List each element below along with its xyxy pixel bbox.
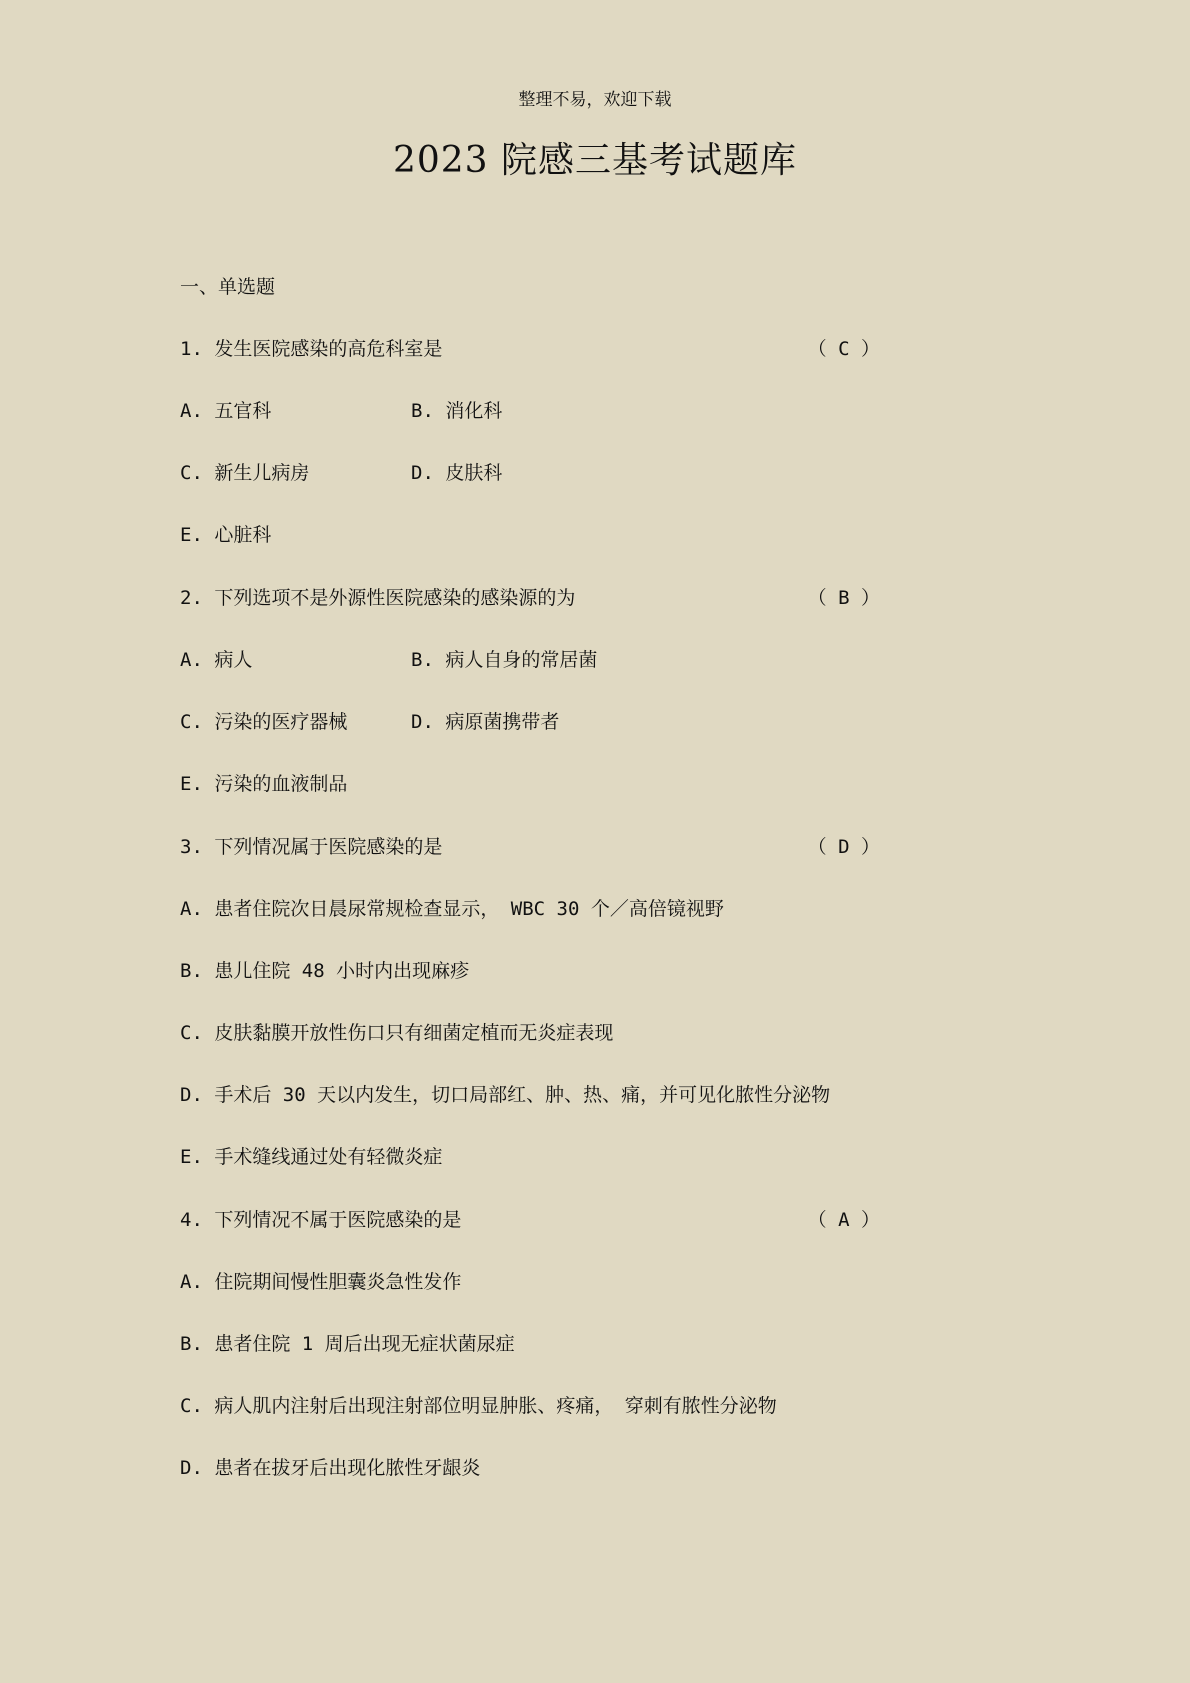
option: B. 患者住院 1 周后出现无症状菌尿症: [180, 1333, 515, 1355]
option: B. 病人自身的常居菌: [411, 649, 598, 671]
question-stem: 1. 发生医院感染的高危科室是: [180, 338, 443, 360]
option: A. 病人: [180, 649, 253, 671]
option: C. 病人肌内注射后出现注射部位明显肿胀、疼痛， 穿刺有脓性分泌物: [180, 1395, 777, 1417]
option: A. 患者住院次日晨尿常规检查显示， WBC 30 个／高倍镜视野: [180, 898, 724, 920]
question-stem: 3. 下列情况属于医院感染的是: [180, 836, 443, 858]
question-stem: 4. 下列情况不属于医院感染的是: [180, 1209, 462, 1231]
question-2: [180, 585, 880, 611]
option: E. 心脏科: [180, 524, 272, 546]
question-answer: （ A ）: [807, 1209, 880, 1231]
option: C. 污染的医疗器械: [180, 711, 348, 733]
option: D. 手术后 30 天以内发生，切口局部红、肿、热、痛，并可见化脓性分泌物: [180, 1084, 831, 1106]
option: B. 消化科: [411, 400, 503, 422]
document-title: 2023 院感三基考试题库: [392, 140, 798, 181]
question-answer: （ C ）: [807, 338, 880, 360]
option: A. 住院期间慢性胆囊炎急性发作: [180, 1271, 462, 1293]
option: D. 患者在拔牙后出现化脓性牙龈炎: [180, 1457, 481, 1479]
question-4: [180, 1207, 880, 1233]
section-heading: 一、单选题: [180, 276, 276, 298]
option: C. 新生儿病房: [180, 462, 310, 484]
option: A. 五官科: [180, 400, 272, 422]
option: D. 病原菌携带者: [411, 711, 560, 733]
option: E. 手术缝线通过处有轻微炎症: [180, 1146, 443, 1168]
header-note: 整理不易，欢迎下载: [518, 90, 672, 110]
option: C. 皮肤黏膜开放性伤口只有细菌定植而无炎症表现: [180, 1022, 614, 1044]
option: E. 污染的血液制品: [180, 773, 348, 795]
question-1: [180, 336, 880, 362]
question-stem: 2. 下列选项不是外源性医院感染的感染源的为: [180, 587, 576, 609]
question-answer: （ D ）: [807, 836, 880, 858]
question-3: [180, 834, 880, 860]
option: B. 患儿住院 48 小时内出现麻疹: [180, 960, 470, 982]
option: D. 皮肤科: [411, 462, 503, 484]
question-answer: （ B ）: [807, 587, 880, 609]
